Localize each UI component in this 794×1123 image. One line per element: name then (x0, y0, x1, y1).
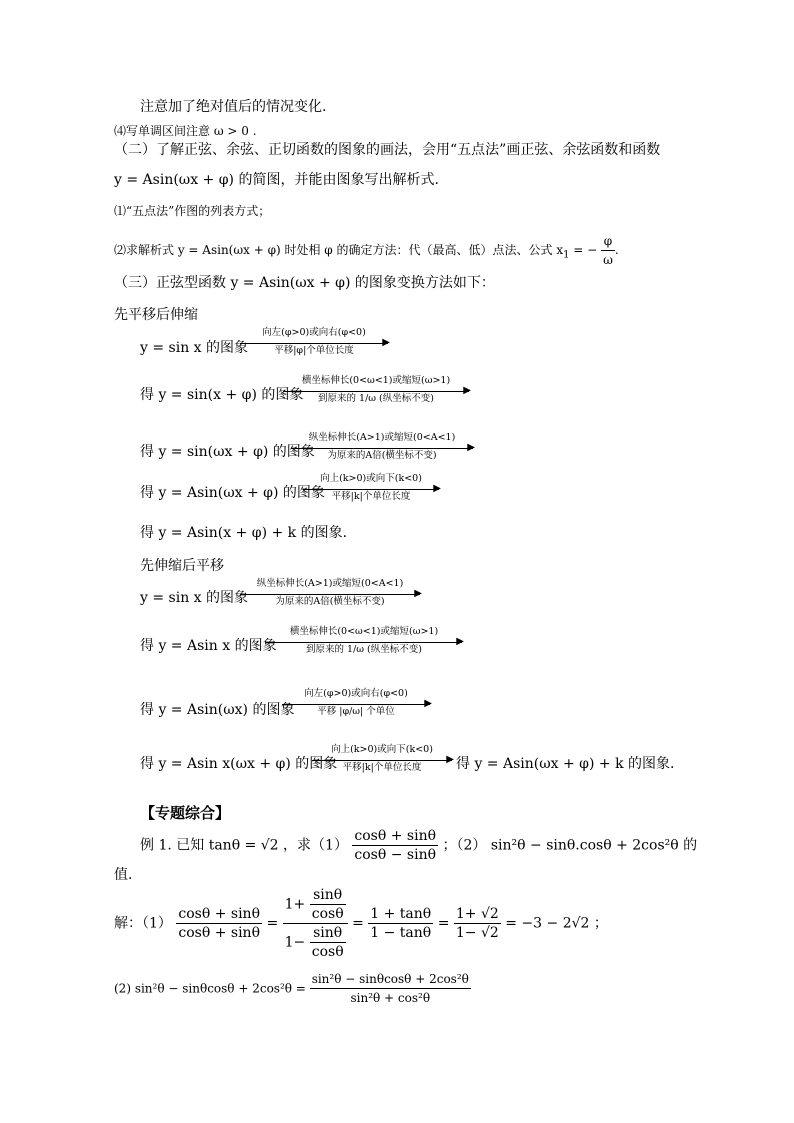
arrow-condition: 横坐标伸长(0<ω<1)或缩短(ω>1) (301, 375, 451, 386)
formula-text: (2) sin²θ − sinθcosθ + 2cos²θ = (114, 981, 306, 996)
arrow-action: 为原来的A倍(横坐标不变) (275, 596, 385, 607)
denominator: cosθ (311, 944, 344, 960)
fraction (601, 232, 615, 269)
arrowhead-icon: ▶ (446, 754, 454, 765)
numerator: sinθ (310, 924, 346, 943)
arrow-condition: 向左(φ>0)或向右(φ<0) (262, 327, 366, 338)
text-line: y = Asin(ωx + φ) 的简图，并能由图象写出解析式. (114, 172, 439, 188)
arrowhead-icon: ▶ (382, 337, 390, 348)
transform-arrow (282, 688, 430, 728)
transform-arrow (266, 626, 462, 666)
transform-arrow (291, 432, 473, 472)
arrow-line (266, 642, 462, 643)
section-heading: （二）了解正弦、余弦、正切函数的图象的画法，会用“五点法”画正弦、余弦函数和函数 (114, 142, 661, 158)
denominator: cosθ − sinθ (354, 847, 437, 863)
fraction (352, 827, 438, 864)
step-text: 得 y = Asin(ωx) 的图象 (140, 702, 295, 718)
fraction (454, 905, 501, 942)
arrow-action: 平移|k|个单位长度 (342, 762, 422, 773)
denominator: cosθ + sinθ (178, 925, 260, 941)
fraction (310, 970, 471, 1007)
text-line: 注意加了绝对值后的情况变化. (140, 99, 327, 115)
equals-sign: = (352, 915, 364, 932)
topic-heading: 【专题综合】 (140, 804, 231, 822)
numerator: 1 + tanθ (370, 906, 432, 922)
arrow-action: 到原来的 1/ω (纵坐标不变) (306, 644, 422, 655)
denominator: 1 − tanθ (370, 925, 432, 941)
denominator (283, 924, 348, 961)
numerator: cosθ + sinθ (178, 906, 260, 922)
equals-sign: = (266, 915, 279, 932)
step-text: 得 y = sin(ωx + φ) 的图象 (140, 444, 315, 460)
result-text: = −3 − 2√2 ； (505, 915, 608, 932)
arrowhead-icon: ▶ (433, 483, 441, 494)
transform-arrow (312, 744, 452, 784)
arrow-line (240, 594, 420, 595)
step-text: 得 y = Asin(ωx + φ) 的图象 (140, 485, 325, 501)
arrowhead-icon: ▶ (467, 442, 475, 453)
step-text: 得 y = Asin(ωx + φ) + k 的图象. (456, 756, 675, 772)
arrowhead-icon: ▶ (414, 588, 422, 599)
period: . (614, 243, 619, 257)
arrow-line (283, 391, 469, 392)
arrow-action: 平移|φ|个单位长度 (274, 345, 354, 356)
numerator: sinθ (310, 886, 346, 905)
arrow-action: 平移 |φ/ω| 个单位 (317, 706, 395, 717)
equals-sign: = (437, 915, 450, 932)
arrow-line (282, 704, 430, 705)
text-line: ⑴“五点法”作图的列表方式； (114, 204, 271, 218)
arrow-action: 为原来的A倍(横坐标不变) (327, 450, 437, 461)
arrow-action: 到原来的 1/ω (纵坐标不变) (318, 393, 434, 404)
transform-arrow (240, 578, 420, 618)
example-text: ；（2） sin²θ − sinθ.cosθ + 2cos²θ 的 (442, 837, 698, 854)
formula-line (114, 232, 619, 269)
subscript: 1 (563, 249, 570, 261)
term: 1+ (284, 896, 306, 913)
denominator: cosθ (311, 906, 344, 922)
arrowhead-icon: ▶ (424, 698, 432, 709)
arrow-condition: 向上(k>0)或向下(k<0) (331, 744, 433, 755)
subheading: 先平移后伸缩 (114, 307, 198, 323)
compound-fraction (283, 886, 348, 961)
transform-arrow (240, 327, 388, 367)
text-line: 值. (114, 867, 133, 883)
denominator: 1− √2 (455, 925, 499, 941)
step-text: y = sin x 的图象 (140, 340, 249, 356)
section-heading: （三）正弦型函数 y = Asin(ωx + φ) 的图象变换方法如下： (114, 275, 495, 291)
example-line (140, 827, 697, 864)
numerator: 1+ √2 (455, 906, 499, 922)
arrowhead-icon: ▶ (463, 385, 471, 396)
step-text: 得 y = sin(x + φ) 的图象 (140, 387, 304, 403)
arrow-line (312, 760, 452, 761)
numerator: φ (601, 232, 615, 251)
arrow-condition: 向上(k>0)或向下(k<0) (320, 473, 422, 484)
numerator (283, 886, 348, 924)
arrow-condition: 纵坐标伸长(A>1)或缩短(0<A<1) (308, 432, 456, 443)
transform-arrow (283, 375, 469, 415)
solution-label: 解：（1） (114, 915, 172, 932)
step-text: y = sin x 的图象 (140, 590, 249, 606)
arrow-condition: 纵坐标伸长(A>1)或缩短(0<A<1) (256, 578, 404, 589)
example-text: 例 1. 已知 tanθ = √2 ，求（1） (140, 837, 348, 854)
arrowhead-icon: ▶ (456, 636, 464, 647)
numerator: sin²θ − sinθcosθ + 2cos²θ (310, 970, 471, 989)
fraction (368, 905, 433, 942)
arrow-line (303, 489, 439, 490)
arrow-line (291, 448, 473, 449)
step-text: 得 y = Asin x(ωx + φ) 的图象 (140, 756, 338, 772)
text-line: ⑷写单调区间注意 ω > 0 . (114, 124, 257, 138)
solution-line (114, 886, 608, 961)
arrow-condition: 向左(φ>0)或向右(φ<0) (304, 688, 408, 699)
arrow-line (240, 343, 388, 344)
formula-text: = − (569, 243, 598, 257)
denominator: ω (603, 253, 613, 267)
solution-line (114, 970, 471, 1007)
step-text: 得 y = Asin(x + φ) + k 的图象. (140, 525, 348, 541)
formula-text: ⑵求解析式 y = Asin(ωx + φ) 时处相 φ 的确定方法：代（最高、低）点法、公式 x (114, 243, 564, 257)
arrow-condition: 横坐标伸长(0<ω<1)或缩短(ω>1) (289, 626, 439, 637)
subheading: 先伸缩后平移 (140, 558, 224, 574)
denominator: sin²θ + cos²θ (350, 991, 431, 1005)
fraction (310, 924, 346, 961)
fraction (176, 905, 262, 942)
fraction (310, 886, 346, 923)
term: 1− (284, 934, 306, 951)
transform-arrow (303, 473, 439, 513)
numerator: cosθ + sinθ (354, 828, 437, 844)
arrow-action: 平移|k|个单位长度 (331, 491, 411, 502)
step-text: 得 y = Asin x 的图象 (140, 638, 277, 654)
